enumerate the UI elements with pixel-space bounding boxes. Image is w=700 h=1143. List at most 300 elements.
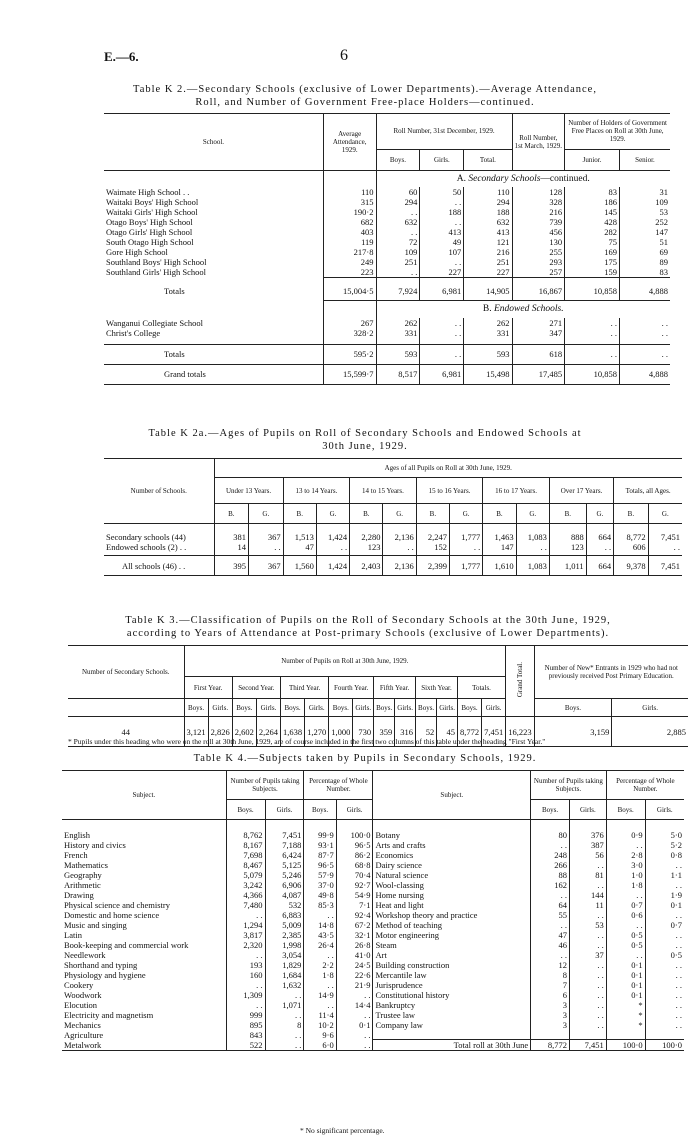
k2-row-a-name: Waimate High School . . xyxy=(104,187,323,197)
k2-row-b-girls: . . xyxy=(420,318,464,328)
k3-footnote: * Pupils under this heading who were on the roll at 30th June, 1929, are of course included in the first two columns of this table under the heading "First Year." xyxy=(68,737,546,746)
k3-header-schools: Number of Secondary Schools. xyxy=(68,646,184,699)
k2-header-holders: Number of Holders of Government Free Places on Roll at 30th June, 1929. xyxy=(568,119,667,144)
k4-cell-right: 37 xyxy=(570,950,607,960)
k2a-header-group: 15 to 16 Years. xyxy=(416,478,483,504)
k4-cell-right: 0·7 xyxy=(670,919,682,930)
k4-cell-right: 387 xyxy=(570,840,607,850)
k4-cell-left: 43·5 xyxy=(304,930,336,940)
k2-row-a-name: South Otago High School xyxy=(104,237,323,247)
k4-cell-left: 6,906 xyxy=(265,880,304,890)
k2-row-a-total: 110 xyxy=(464,187,512,197)
k4-cell-left: 99·9 xyxy=(304,830,336,840)
k2-row-a-girls: 50 xyxy=(420,187,464,197)
k2-section-a-suffix: —continued. xyxy=(540,173,590,184)
k3-header-new-girls: Girls. xyxy=(642,703,659,712)
k2-grand-girls: 6,981 xyxy=(420,364,464,384)
k4-cell-right: . . xyxy=(531,890,570,900)
k4-cell-left: 1·8 xyxy=(304,970,336,980)
k2-row-a-boys: 72 xyxy=(376,237,420,247)
k2-totals-b-total: 593 xyxy=(464,344,512,364)
k2-totals-b-label: Totals xyxy=(104,344,323,364)
k2-row-a-march: 456 xyxy=(512,227,565,237)
k4-cell-left: 96·5 xyxy=(304,860,336,870)
k2-row-a-march: 130 xyxy=(512,237,565,247)
k4-cell-left: . . xyxy=(336,1040,373,1051)
k2-grand-total: 15,498 xyxy=(464,364,512,384)
k2-row-a-girls: . . xyxy=(420,197,464,207)
k3-title-line2: according to Years of Attendance at Post-primary Schools (exclusive of Lower Departments). xyxy=(126,628,610,639)
k2-row-b-boys: 331 xyxy=(376,328,420,338)
k4-subject-left: Domestic and home science xyxy=(62,910,226,920)
k4-cell-left: . . xyxy=(226,950,265,960)
k2-row-b-boys: 262 xyxy=(376,318,420,328)
k2-row-a-avg: 403 xyxy=(323,227,376,237)
k4-subject-left: Shorthand and typing xyxy=(62,960,226,970)
k2-row-b-name: Wanganui Collegiate School xyxy=(104,318,323,328)
k2a-header-g: G. xyxy=(516,504,549,524)
k2-row-a-name: Southland Boys' High School xyxy=(104,257,323,267)
k4-cell-right: 1·8 xyxy=(606,880,645,890)
k4-cell-right: . . xyxy=(675,909,682,920)
k4-cell-right: 81 xyxy=(570,870,607,880)
k4-cell-right: 0·8 xyxy=(670,849,682,860)
k4-cell-right: 0·5 xyxy=(606,930,645,940)
k4-cell-right: 46 xyxy=(531,940,570,950)
k4-subject-right: Natural science xyxy=(373,870,531,880)
k4-cell-right: . . xyxy=(570,880,607,890)
k3-header-year: Totals. xyxy=(457,677,505,699)
k3-header-new-boys: Boys. xyxy=(534,699,612,717)
k2a-header-b: B. xyxy=(283,504,316,524)
k4-cell-right: . . xyxy=(675,999,682,1010)
k4-header-subject: Subject. xyxy=(62,771,226,820)
k2-row-b-total: 262 xyxy=(464,318,512,328)
k2a-header-b: B. xyxy=(416,504,449,524)
k2-row-a-senior: 83 xyxy=(659,266,668,277)
k2-totals-b-boys: 593 xyxy=(376,344,420,364)
k2a-cell: 1,610 xyxy=(483,556,516,576)
k2a-cell: . . xyxy=(249,542,284,552)
k4-subject-left: Elocution xyxy=(62,1000,226,1010)
k2-row-b-junior: . . xyxy=(565,328,620,338)
k2-row-a-girls: 49 xyxy=(420,237,464,247)
k4-cell-left: 5,125 xyxy=(265,860,304,870)
k4-subject-left: Book-keeping and commercial work xyxy=(62,940,226,950)
k2a-cell: 888 xyxy=(549,532,586,542)
k2-header-roll-march: Roll Number, 1st March, 1929. xyxy=(512,114,565,171)
k3-header-boys: Boys. xyxy=(329,699,353,717)
k4-subject-right: Workshop theory and practice xyxy=(373,910,531,920)
k2-row-a-name: Waitaki Girls' High School xyxy=(104,207,323,217)
k4-cell-right: 80 xyxy=(531,830,570,840)
k4-cell-left: 11·4 xyxy=(304,1010,336,1020)
k3-schools-count: 44 xyxy=(68,717,184,747)
k2-totals-a-boys: 7,924 xyxy=(376,282,420,300)
k4-cell-right: . . xyxy=(531,840,570,850)
k3-header-girls: Girls. xyxy=(482,699,506,717)
table-k2a xyxy=(104,458,682,576)
k4-cell-left: 54·9 xyxy=(336,890,373,900)
k4-cell-right: 5·2 xyxy=(670,839,682,850)
k4-total-pg: 100·0 xyxy=(645,1040,684,1051)
k4-cell-right: . . xyxy=(570,910,607,920)
k4-cell-left: 14·4 xyxy=(336,1000,373,1010)
k2a-header-b: B. xyxy=(350,504,383,524)
k2-row-a-march: 128 xyxy=(512,187,565,197)
k4-cell-right: 6 xyxy=(531,990,570,1000)
k2a-cell: 2,280 xyxy=(350,532,383,542)
k4-cell-left: 14·8 xyxy=(304,920,336,930)
k4-header-pct-2: Percentage of Whole Number. xyxy=(606,771,684,800)
k2-row-a-girls: 188 xyxy=(420,207,464,217)
k2a-header-b: B. xyxy=(214,504,249,524)
k4-cell-left: . . xyxy=(304,980,336,990)
k3-header-boys: Boys. xyxy=(457,699,481,717)
k4-cell-right: * xyxy=(606,1010,645,1020)
k4-cell-left: 7·1 xyxy=(336,900,373,910)
k2a-cell: 2,136 xyxy=(383,556,416,576)
k4-cell-left: 4,087 xyxy=(265,890,304,900)
k2-row-a-march: 328 xyxy=(512,197,565,207)
k3-new-boys: 3,159 xyxy=(534,717,612,747)
k2-row-a-total: 294 xyxy=(464,197,512,207)
k4-cell-left: 4,366 xyxy=(226,890,265,900)
k3-header-year: Sixth Year. xyxy=(416,677,458,699)
k2a-header-group: 14 to 15 Years. xyxy=(350,478,417,504)
k2a-cell: 7,451 xyxy=(660,560,680,571)
k4-subject-right: Building construction xyxy=(373,960,531,970)
k4-footnote: * No significant percentage. xyxy=(300,1126,385,1135)
k2-title-line2: Roll, and Number of Government Free-place Holders—continued. xyxy=(195,97,535,108)
k4-subject-right: Mercantile law xyxy=(373,970,531,980)
k4-total-label: Total roll at 30th June xyxy=(373,1040,531,1051)
k2-row-a-boys: . . xyxy=(376,267,420,278)
k2a-header-b: B. xyxy=(549,504,586,524)
k4-cell-right: . . xyxy=(570,1010,607,1020)
k4-cell-right: 0·1 xyxy=(606,990,645,1000)
k3-header-girls: Girls. xyxy=(305,699,329,717)
k4-subject-right: Jurisprudence xyxy=(373,980,531,990)
k2-totals-a-label: Totals xyxy=(104,282,323,300)
k4-cell-left: 96·5 xyxy=(336,840,373,850)
k3-header-boys: Boys. xyxy=(374,699,395,717)
k2a-header-b: B. xyxy=(483,504,516,524)
k2-grand-avg: 15,599·7 xyxy=(323,364,376,384)
k2a-title xyxy=(60,427,670,453)
k2a-header-group: Under 13 Years. xyxy=(214,478,283,504)
page-number: 6 xyxy=(340,47,348,64)
k4-header-girls: Girls. xyxy=(570,800,607,820)
k4-cell-right: . . xyxy=(606,840,645,850)
k4-cell-left: 7,188 xyxy=(265,840,304,850)
k4-cell-right: 5·0 xyxy=(670,829,682,840)
k4-cell-left: . . xyxy=(336,990,373,1000)
k4-cell-left: . . xyxy=(304,910,336,920)
k4-cell-left: 32·1 xyxy=(336,930,373,940)
k2-row-a-boys: . . xyxy=(376,227,420,237)
k2-row-a-name: Otago Girls' High School xyxy=(104,227,323,237)
k2a-row-label: Endowed schools (2) . . xyxy=(104,542,214,552)
k4-cell-left: . . xyxy=(226,1000,265,1010)
k2-row-a-junior: 159 xyxy=(565,267,620,278)
k2-header-boys: Boys. xyxy=(376,149,420,170)
k4-cell-left: 895 xyxy=(226,1020,265,1030)
k2-title xyxy=(60,83,670,109)
k2-row-a-boys: 632 xyxy=(376,217,420,227)
k4-cell-right: 1·0 xyxy=(606,870,645,880)
k4-cell-left: . . xyxy=(265,990,304,1000)
k4-cell-right: 0·5 xyxy=(606,940,645,950)
k4-cell-left: 2,385 xyxy=(265,930,304,940)
k2-grand-junior: 10,858 xyxy=(565,364,620,384)
k3-grand-total: 16,223 xyxy=(506,717,534,747)
k4-subject-left: Mechanics xyxy=(62,1020,226,1030)
k4-cell-right: . . xyxy=(675,879,682,890)
k2a-header-all: Ages of all Pupils on Roll at 30th June, 1929. xyxy=(214,459,682,478)
k4-cell-left: . . xyxy=(265,1030,304,1040)
k4-cell-left: 10·2 xyxy=(304,1020,336,1030)
k4-total-b: 8,772 xyxy=(531,1040,570,1051)
k2a-cell: 381 xyxy=(214,532,249,542)
k2-row-a-boys: 294 xyxy=(376,197,420,207)
k4-cell-right: . . xyxy=(570,960,607,970)
k4-cell-right: 53 xyxy=(570,920,607,930)
k4-cell-right: . . xyxy=(675,969,682,980)
k3-cell: 45 xyxy=(437,717,458,747)
k4-cell-left: 1,684 xyxy=(265,970,304,980)
k2-row-a-name: Otago Boys' High School xyxy=(104,217,323,227)
k2a-header-g: G. xyxy=(383,504,416,524)
k4-cell-right: 88 xyxy=(531,870,570,880)
k4-cell-right: . . xyxy=(675,959,682,970)
k4-cell-left: 92·7 xyxy=(336,880,373,890)
k2-row-b-name: Christ's College xyxy=(104,328,323,338)
k2a-cell: 123 xyxy=(350,542,383,552)
k3-cell: 2,264 xyxy=(256,717,280,747)
k4-cell-right: . . xyxy=(675,1019,682,1030)
k4-subject-left: Cookery xyxy=(62,980,226,990)
k4-subject-right: Wool-classing xyxy=(373,880,531,890)
k4-cell-right: . . xyxy=(570,990,607,1000)
k4-subject-left: French xyxy=(62,850,226,860)
k4-subject-right: Bankruptcy xyxy=(373,1000,531,1010)
k2-row-a-name: Gore High School xyxy=(104,247,323,257)
k4-subject-right: Method of teaching xyxy=(373,920,531,930)
k4-cell-right: 0·6 xyxy=(606,910,645,920)
k2a-cell: 664 xyxy=(586,556,613,576)
k3-title-line1: Table K 3.—Classification of Pupils on the Roll of Secondary Schools at the 30th June, 1929, xyxy=(125,615,611,626)
k2-row-a-junior: 428 xyxy=(565,217,620,227)
k4-cell-left: 26·4 xyxy=(304,940,336,950)
k4-cell-left: 49·8 xyxy=(304,890,336,900)
k2-row-b-senior: . . xyxy=(661,318,668,328)
k2-row-a-senior: 89 xyxy=(659,256,668,267)
k4-cell-left: 3,242 xyxy=(226,880,265,890)
k2-totals-b-avg: 595·2 xyxy=(323,344,376,364)
k2a-header-g: G. xyxy=(450,504,483,524)
k4-cell-right: 162 xyxy=(531,880,570,890)
k3-header-year: Third Year. xyxy=(281,677,329,699)
k3-cell: 52 xyxy=(416,717,437,747)
k2a-cell: 7,451 xyxy=(660,531,680,542)
k4-subject-left: English xyxy=(62,830,226,840)
k2-row-a-senior: 31 xyxy=(659,186,668,197)
k4-cell-left: 21·9 xyxy=(336,980,373,990)
k3-header-boys: Boys. xyxy=(232,699,256,717)
table-k3 xyxy=(68,645,688,747)
k2a-header-group: Totals, all Ages. xyxy=(614,478,682,504)
k4-cell-left: 1,998 xyxy=(265,940,304,950)
k2-row-a-avg: 190·2 xyxy=(323,207,376,217)
k4-cell-left: 3,054 xyxy=(265,950,304,960)
k4-subject-left: Agriculture xyxy=(62,1030,226,1040)
k2-row-a-senior: 147 xyxy=(655,226,668,237)
k3-header-new: Number of New* Entrants in 1929 who had not previously received Post Primary Education. xyxy=(534,646,688,699)
k2a-cell: . . xyxy=(516,542,549,552)
k2-row-a-avg: 119 xyxy=(323,237,376,247)
k2-row-a-avg: 217·8 xyxy=(323,247,376,257)
k2a-cell: 8,772 xyxy=(614,532,649,542)
k2-grand-boys: 8,517 xyxy=(376,364,420,384)
k2a-cell: 367 xyxy=(249,556,284,576)
k2-header-girls: Girls. xyxy=(420,149,464,170)
k4-subject-right: Trustee law xyxy=(373,1010,531,1020)
k3-header-year: Fourth Year. xyxy=(329,677,374,699)
k4-cell-left: . . xyxy=(226,980,265,990)
k3-cell: 1,000 xyxy=(329,717,353,747)
table-k2 xyxy=(104,113,670,385)
k4-cell-right: 12 xyxy=(531,960,570,970)
k2-row-a-junior: 169 xyxy=(565,247,620,257)
k4-cell-left: . . xyxy=(336,1010,373,1020)
k4-cell-right: 266 xyxy=(531,860,570,870)
k2a-cell: 1,424 xyxy=(316,532,349,542)
k2-grand-march: 17,485 xyxy=(512,364,565,384)
k4-cell-left: 1,071 xyxy=(265,1000,304,1010)
k2-row-a-march: 293 xyxy=(512,257,565,267)
k4-subject-right: Dairy science xyxy=(373,860,531,870)
k3-cell: 730 xyxy=(353,717,374,747)
k2-row-a-senior: 109 xyxy=(655,196,668,207)
k4-subject-right: Constitutional history xyxy=(373,990,531,1000)
k2-row-b-senior: . . xyxy=(661,328,668,338)
k4-subject-right: Botany xyxy=(373,830,531,840)
k2-row-b-total: 331 xyxy=(464,328,512,338)
k4-total-pb: 100·0 xyxy=(606,1040,645,1051)
k2-row-a-name: Waitaki Boys' High School xyxy=(104,197,323,207)
k2a-cell: 367 xyxy=(249,532,284,542)
k4-cell-right: 0·1 xyxy=(606,960,645,970)
k4-cell-left: . . xyxy=(304,1000,336,1010)
k2-row-a-junior: 75 xyxy=(565,237,620,247)
k3-header-year: First Year. xyxy=(184,677,232,699)
k4-cell-right: 1·9 xyxy=(670,889,682,900)
k2-row-a-total: 227 xyxy=(464,267,512,278)
k2-title-line1: Table K 2.—Secondary Schools (exclusive of Lower Departments).—Average Attendance, xyxy=(133,84,597,95)
k2-row-a-girls: 227 xyxy=(420,267,464,278)
k4-subject-left: Metalwork xyxy=(62,1040,226,1051)
k4-subject-left: Music and singing xyxy=(62,920,226,930)
k4-cell-right: 8 xyxy=(531,970,570,980)
k4-cell-right: 3 xyxy=(531,1020,570,1030)
k3-header-girls: Girls. xyxy=(395,699,416,717)
k4-cell-right: . . xyxy=(531,920,570,930)
k2-row-a-name: Southland Girls' High School xyxy=(104,267,323,278)
k2-row-a-boys: 60 xyxy=(376,187,420,197)
k4-cell-left: 1,294 xyxy=(226,920,265,930)
document-reference: E.—6. xyxy=(104,49,139,64)
k2-row-b-avg: 328·2 xyxy=(323,328,376,338)
k2-row-a-senior: 53 xyxy=(659,206,668,217)
k3-header-girls: Girls. xyxy=(353,699,374,717)
k4-cell-left: 193 xyxy=(226,960,265,970)
k4-cell-left: 522 xyxy=(226,1040,265,1051)
k4-cell-left: . . xyxy=(336,1030,373,1040)
k2-totals-a-girls: 6,981 xyxy=(420,282,464,300)
k4-subject-left: Mathematics xyxy=(62,860,226,870)
k4-subject-left: Electricity and magnetism xyxy=(62,1010,226,1020)
k4-cell-right: 0·9 xyxy=(606,830,645,840)
k3-header-girls: Girls. xyxy=(256,699,280,717)
k2-row-a-march: 216 xyxy=(512,207,565,217)
k4-cell-left: 86·2 xyxy=(336,850,373,860)
k3-cell: 2,602 xyxy=(232,717,256,747)
k4-cell-right: 56 xyxy=(570,850,607,860)
k2-header-school: School. xyxy=(104,114,323,171)
k2a-cell: 152 xyxy=(416,542,449,552)
k2-row-b-march: 347 xyxy=(512,328,565,338)
k4-cell-right: * xyxy=(606,1000,645,1010)
k2-row-a-march: 255 xyxy=(512,247,565,257)
k4-cell-right: 3·0 xyxy=(606,860,645,870)
k4-subject-left: Needlework xyxy=(62,950,226,960)
k3-title xyxy=(48,614,688,640)
k2a-cell: 1,083 xyxy=(516,532,549,542)
k3-header-grand: Grand Total. xyxy=(515,662,524,698)
k2-row-b-avg: 267 xyxy=(323,318,376,328)
k4-header-girls: Girls. xyxy=(265,800,304,820)
k4-cell-right: . . xyxy=(531,950,570,960)
k4-cell-left: 85·3 xyxy=(304,900,336,910)
k2a-header-schools: Number of Schools. xyxy=(104,459,214,524)
k4-cell-left: 1,309 xyxy=(226,990,265,1000)
k2a-cell: . . xyxy=(673,541,680,552)
k2-section-b-name: Endowed Schools. xyxy=(493,304,564,315)
k4-cell-left: 532 xyxy=(265,900,304,910)
k2-row-a-avg: 110 xyxy=(323,187,376,197)
k2-section-a-name: Secondary Schools xyxy=(468,173,541,184)
k3-cell: 3,121 xyxy=(184,717,208,747)
k3-cell: 8,772 xyxy=(457,717,481,747)
k4-cell-right: . . xyxy=(675,939,682,950)
k2-row-a-senior: 51 xyxy=(659,236,668,247)
k4-subject-right: Motor engineering xyxy=(373,930,531,940)
k2-row-a-girls: 107 xyxy=(420,247,464,257)
k2a-cell: 47 xyxy=(283,542,316,552)
k2-row-b-girls: . . xyxy=(420,328,464,338)
k4-cell-right: 0·7 xyxy=(606,900,645,910)
k2-row-a-girls: . . xyxy=(420,217,464,227)
k2a-header-group: 16 to 17 Years. xyxy=(483,478,550,504)
k4-subject-right: Company law xyxy=(373,1020,531,1030)
k4-header-pct-boys: Boys. xyxy=(304,800,336,820)
k2a-cell: 606 xyxy=(614,542,649,552)
k3-header-pupils: Number of Pupils on Roll at 30th June, 1929. xyxy=(184,646,506,677)
k4-cell-left: 14·9 xyxy=(304,990,336,1000)
k4-subject-left: History and civics xyxy=(62,840,226,850)
k4-cell-left: 5,009 xyxy=(265,920,304,930)
